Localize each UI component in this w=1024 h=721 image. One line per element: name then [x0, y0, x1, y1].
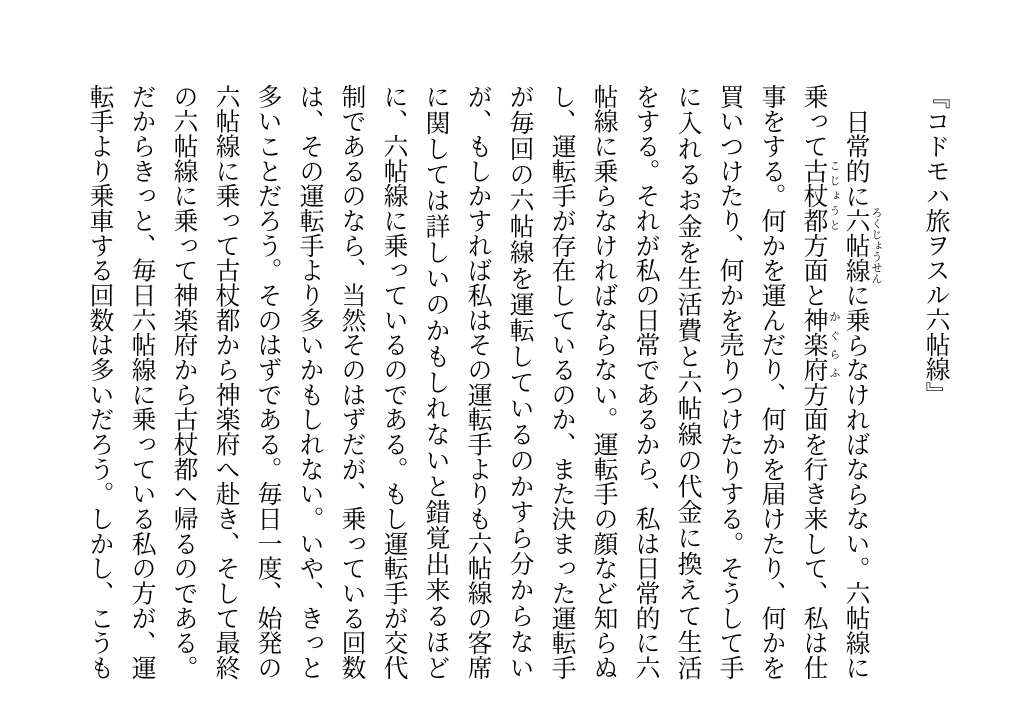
text-line: [373, 84, 415, 680]
text-segment: 帖線に乗らなければならない。運転手の顔など知らぬ: [590, 84, 619, 680]
text-segment: 制であるのなら、当然そのはずだが、乗っている回数: [338, 84, 367, 680]
text-line: [247, 84, 289, 680]
text-segment: 方面と: [800, 233, 829, 308]
ruby-annotation: [800, 307, 841, 386]
text-segment: が、もしかすれば私はその運転手よりも六帖線の客席: [464, 84, 493, 680]
text-line: [625, 84, 667, 680]
text-line: [289, 84, 331, 680]
text-segment: 方面を行き来して、私は仕: [800, 382, 829, 680]
document-title: 『コドモハ旅ヲスル六帖線』: [922, 84, 951, 407]
ruby-base: 古杖都: [800, 158, 829, 233]
text-line: [163, 84, 205, 680]
text-segment: は、その運転手より多いかもしれない。いや、きっと: [296, 84, 325, 680]
text-line: [835, 84, 883, 680]
ruby-base: 神楽府: [800, 307, 829, 382]
text-line: [541, 84, 583, 680]
text-line: [793, 84, 841, 680]
ruby-annotation: [800, 158, 841, 235]
text-segment: に、六帖線に乗っているのである。もし運転手が交代: [380, 84, 409, 680]
text-segment: 買いつけたり、何かを売りつけたりする。そうして手: [716, 84, 745, 680]
text-segment: 転手より乗車する回数は多いだろう。しかし、こうも: [86, 84, 115, 680]
text-line: [415, 84, 457, 680]
vertical-text-body: [79, 84, 957, 680]
text-line: [667, 84, 709, 680]
text-segment: だからきっと、毎日六帖線に乗っている私の方が、運: [128, 84, 157, 680]
text-line: [583, 84, 625, 680]
text-line: [79, 84, 121, 680]
ruby-reading: ろくじょうせん: [870, 206, 883, 284]
text-line: [205, 84, 247, 680]
text-segment: 多いことだろう。そのはずである。毎日一度、始発の: [254, 84, 283, 680]
text-segment: 事をする。何かを運んだり、何かを届けたり、何かを: [758, 84, 787, 680]
ruby-reading: こじょうと: [828, 160, 841, 235]
text-line: [331, 84, 373, 680]
text-line: [751, 84, 793, 680]
text-line: [709, 84, 751, 680]
text-segment: が毎回の六帖線を運転しているのかすら分からない: [506, 84, 535, 680]
ruby-annotation: [842, 206, 883, 284]
text-segment: に関しては詳しいのかもしれないと錯覚出来るほど: [422, 84, 451, 680]
text-segment: 日常的に: [842, 108, 871, 209]
text-segment: し、運転手が存在しているのか、また決まった運転手: [548, 84, 577, 680]
text-line: [499, 84, 541, 680]
text-segment: 乗って: [800, 84, 829, 159]
text-segment: に入れるお金を生活費と六帖線の代金に換えて生活: [674, 84, 703, 680]
text-segment: をする。それが私の日常であるから、私は日常的に六: [632, 84, 661, 680]
ruby-reading: かぐらふ: [828, 311, 841, 386]
text-line: [457, 84, 499, 680]
text-line: [121, 84, 163, 680]
text-segment: の六帖線に乗って神楽府から古杖都へ帰るのである。: [170, 84, 199, 680]
text-segment: 六帖線に乗って古杖都から神楽府へ赴き、そして最終: [212, 84, 241, 680]
ruby-base: 六帖線: [842, 208, 871, 283]
text-segment: に乗らなければならない。六帖線に: [842, 282, 871, 680]
